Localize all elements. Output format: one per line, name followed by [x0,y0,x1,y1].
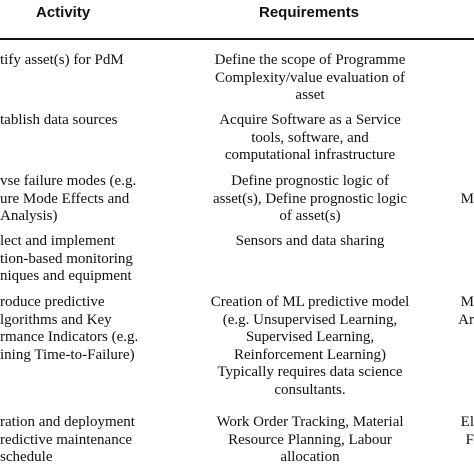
row-4-requirements: Sensors and data sharing [235,233,385,249]
row-2-activity: tablish data sources [0,112,118,128]
header-requirements: Requirements [259,4,360,21]
row-6-activity: ration and deployment redictive maintenance schedule [0,414,135,465]
row-6-requirements: Work Order Tracking, Material Resource Planning, Labour allocation [216,414,404,465]
header-rule [0,38,474,40]
row-2-requirements: Acquire Software as a Service tools, software, and computational infrastructure [219,112,401,163]
row-3-requirements: Define prognostic logic of asset(s), Define prognostic logic of asset(s) [212,173,408,224]
row-3-extra: M [460,191,474,207]
row-1-requirements: Define the scope of Programme Complexity/value evaluation of asset [214,52,406,103]
row-6-extra: El F [460,414,474,448]
row-4-activity: lect and implement tion-based monitoring niques and equipment [0,233,133,284]
row-5-requirements: Creation of ML predictive model (e.g. Unsupervised Learning, Supervised Learning, Reinforcement Learning) Typically requires data science consultants. [210,294,410,398]
header-activity: Activity [36,4,91,21]
row-5-activity: roduce predictive lgorithms and Key rmance Indicators (e.g. ining Time-to-Failure) [0,294,139,363]
row-5-extra: M Ar [458,294,474,328]
row-1-activity: tify asset(s) for PdM [0,52,124,68]
row-3-activity: vse failure modes (e.g. ure Mode Effects and Analysis) [0,173,137,224]
